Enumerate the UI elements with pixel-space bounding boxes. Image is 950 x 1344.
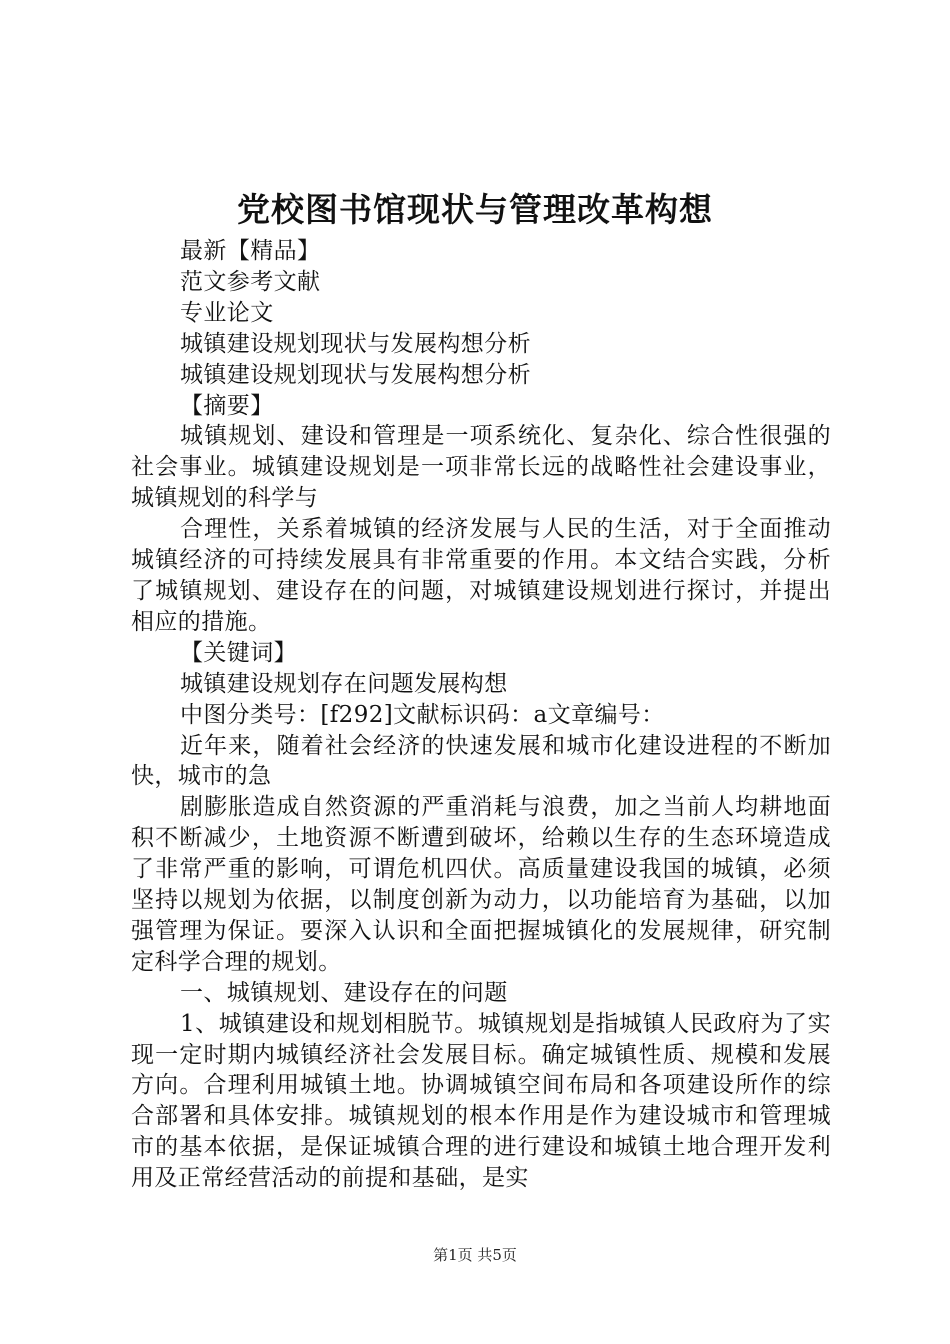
body-paragraph-crisis: 剧膨胀造成自然资源的严重消耗与浪费，加之当前人均耕地面积不断减少，土地资源不断遭到破坏，给赖以生存的生态环境造成了非常严重的影响，可谓危机四伏。高质量建设我国的城镇，必须坚持以规划为依据，以制度创新为动力，以功能培育为基础，以加强管理为保证。要深入认识和全面把握城镇化的发展规律，研究制定科学合理的规划。 [131,794,831,975]
page-footer: 第1页 共5页 [433,1246,517,1264]
abstract-heading: 【摘要】 [180,392,274,419]
header-line-subtitle: 城镇建设规划现状与发展构想分析 [180,330,531,357]
header-line-subtitle-repeat: 城镇建设规划现状与发展构想分析 [180,361,531,388]
header-line-latest: 最新【精品】 [180,238,321,264]
header-line-paper: 专业论文 [180,299,274,326]
abstract-paragraph-1: 城镇规划、建设和管理是一项系统化、复杂化、综合性很强的社会事业。城镇建设规划是一项非常长远的战略性社会建设事业，城镇规划的科学与 [131,423,831,512]
classification-line: 中图分类号：[f292]文献标识码：a文章编号： [180,701,665,728]
keywords-heading: 【关键词】 [180,639,297,666]
body-paragraph-intro: 近年来，随着社会经济的快速发展和城市化建设进程的不断加快，城市的急 [131,732,831,790]
document-title: 党校图书馆现状与管理改革构想 [237,190,713,229]
body-paragraph-section-1: 1、城镇建设和规划相脱节。城镇规划是指城镇人民政府为了实现一定时期内城镇经济社会发展目标。确定城镇性质、规模和发展方向。合理利用城镇土地。协调城镇空间布局和各项建设所作的综合部署和具体安排。城镇规划的根本作用是作为建设城市和管理城市的基本依据，是保证城镇合理的进行建设和城镇土地合理开发利用及正常经营活动的前提和基础，是实 [131,1010,831,1192]
keywords-text: 城镇建设规划存在问题发展构想 [180,670,508,697]
section-heading-1: 一、城镇规划、建设存在的问题 [180,979,508,1006]
abstract-paragraph-2: 合理性，关系着城镇的经济发展与人民的生活，对于全面推动城镇经济的可持续发展具有非常重要的作用。本文结合实践，分析了城镇规划、建设存在的问题，对城镇建设规划进行探讨，并提出相应的措施。 [131,516,831,635]
document-body [131,236,831,1194]
header-line-reference: 范文参考文献 [180,268,321,295]
